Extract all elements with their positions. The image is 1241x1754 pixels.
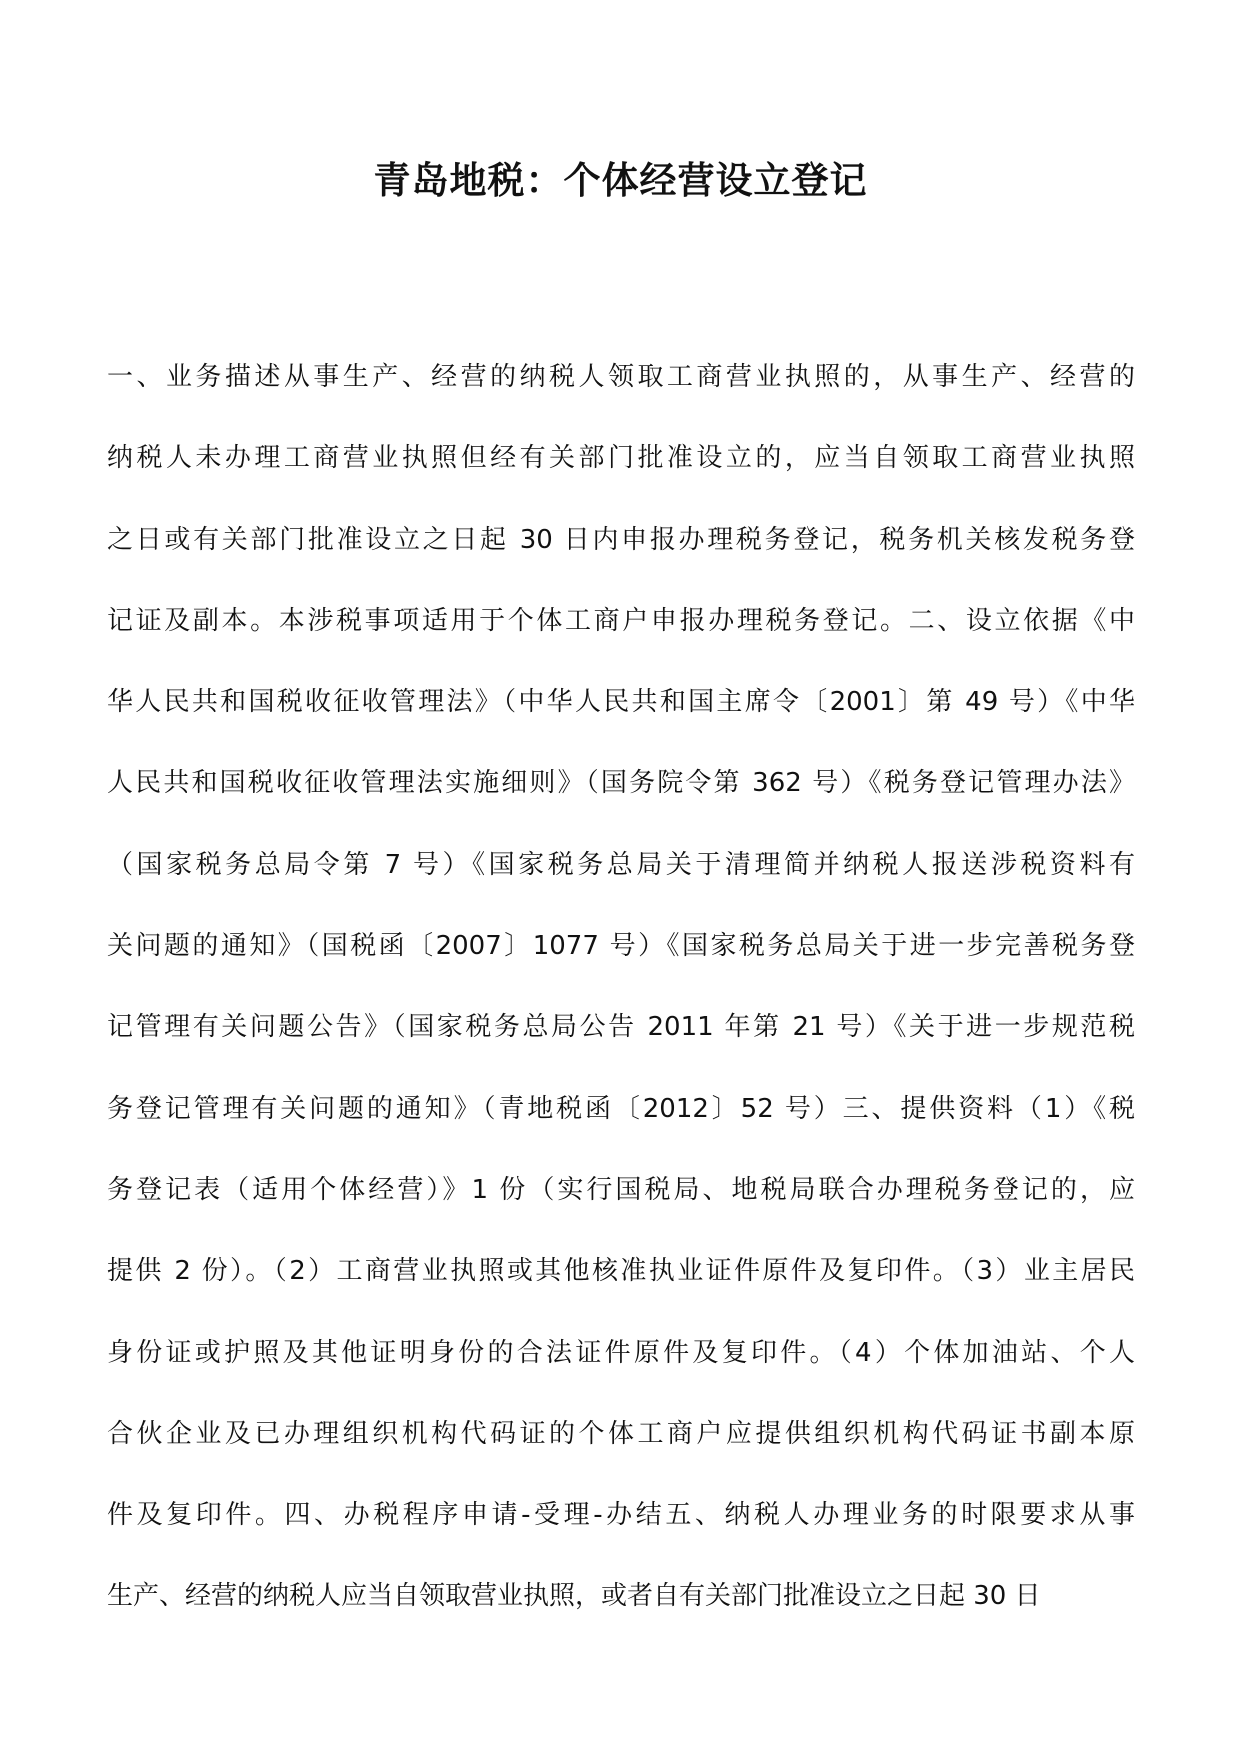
body-line: 务登记表（适用个体经营）》1 份（实行国税局、地税局联合办理税务登记的，应	[107, 1174, 1135, 1205]
body-line: 合伙企业及已办理组织机构代码证的个体工商户应提供组织机构代码证书副本原	[107, 1418, 1135, 1449]
body-line: 之日或有关部门批准设立之日起 30 日内申报办理税务登记，税务机关核发税务登	[107, 524, 1135, 555]
document-title: 青岛地税：个体经营设立登记	[373, 158, 868, 202]
body-line: 关问题的通知》（国税函〔2007〕1077 号）《国家税务总局关于进一步完善税务登	[107, 931, 1135, 962]
body-line: 务登记管理有关问题的通知》（青地税函〔2012〕52 号）三、提供资料（1）《税	[107, 1093, 1135, 1124]
body-line: 记管理有关问题公告》（国家税务总局公告 2011 年第 21 号）《关于进一步规范税	[107, 1012, 1135, 1043]
body-line: 一、业务描述从事生产、经营的纳税人领取工商营业执照的，从事生产、经营的	[107, 362, 1135, 392]
body-line: 记证及副本。本涉税事项适用于个体工商户申报办理税务登记。二、设立依据《中	[107, 605, 1135, 636]
body-line: 件及复印件。四、办税程序申请-受理-办结五、纳税人办理业务的时限要求从事	[107, 1500, 1135, 1531]
body-line: 生产、经营的纳税人应当自领取营业执照，或者自有关部门批准设立之日起 30 日	[107, 1581, 1041, 1612]
body-line: 纳税人未办理工商营业执照但经有关部门批准设立的，应当自领取工商营业执照	[107, 443, 1135, 474]
body-line: （国家税务总局令第 7 号）《国家税务总局关于清理简并纳税人报送涉税资料有	[107, 849, 1135, 880]
body-line: 提供 2 份）。（2）工商营业执照或其他核准执业证件原件及复印件。（3）业主居民	[107, 1256, 1135, 1287]
body-line: 身份证或护照及其他证明身份的合法证件原件及复印件。（4）个体加油站、个人	[107, 1337, 1135, 1368]
body-line: 人民共和国税收征收管理法实施细则》（国务院令第 362 号）《税务登记管理办法》	[107, 768, 1135, 799]
document-body	[107, 337, 1135, 1638]
body-line: 华人民共和国税收征收管理法》（中华人民共和国主席令〔2001〕第 49 号）《中华	[107, 687, 1135, 718]
